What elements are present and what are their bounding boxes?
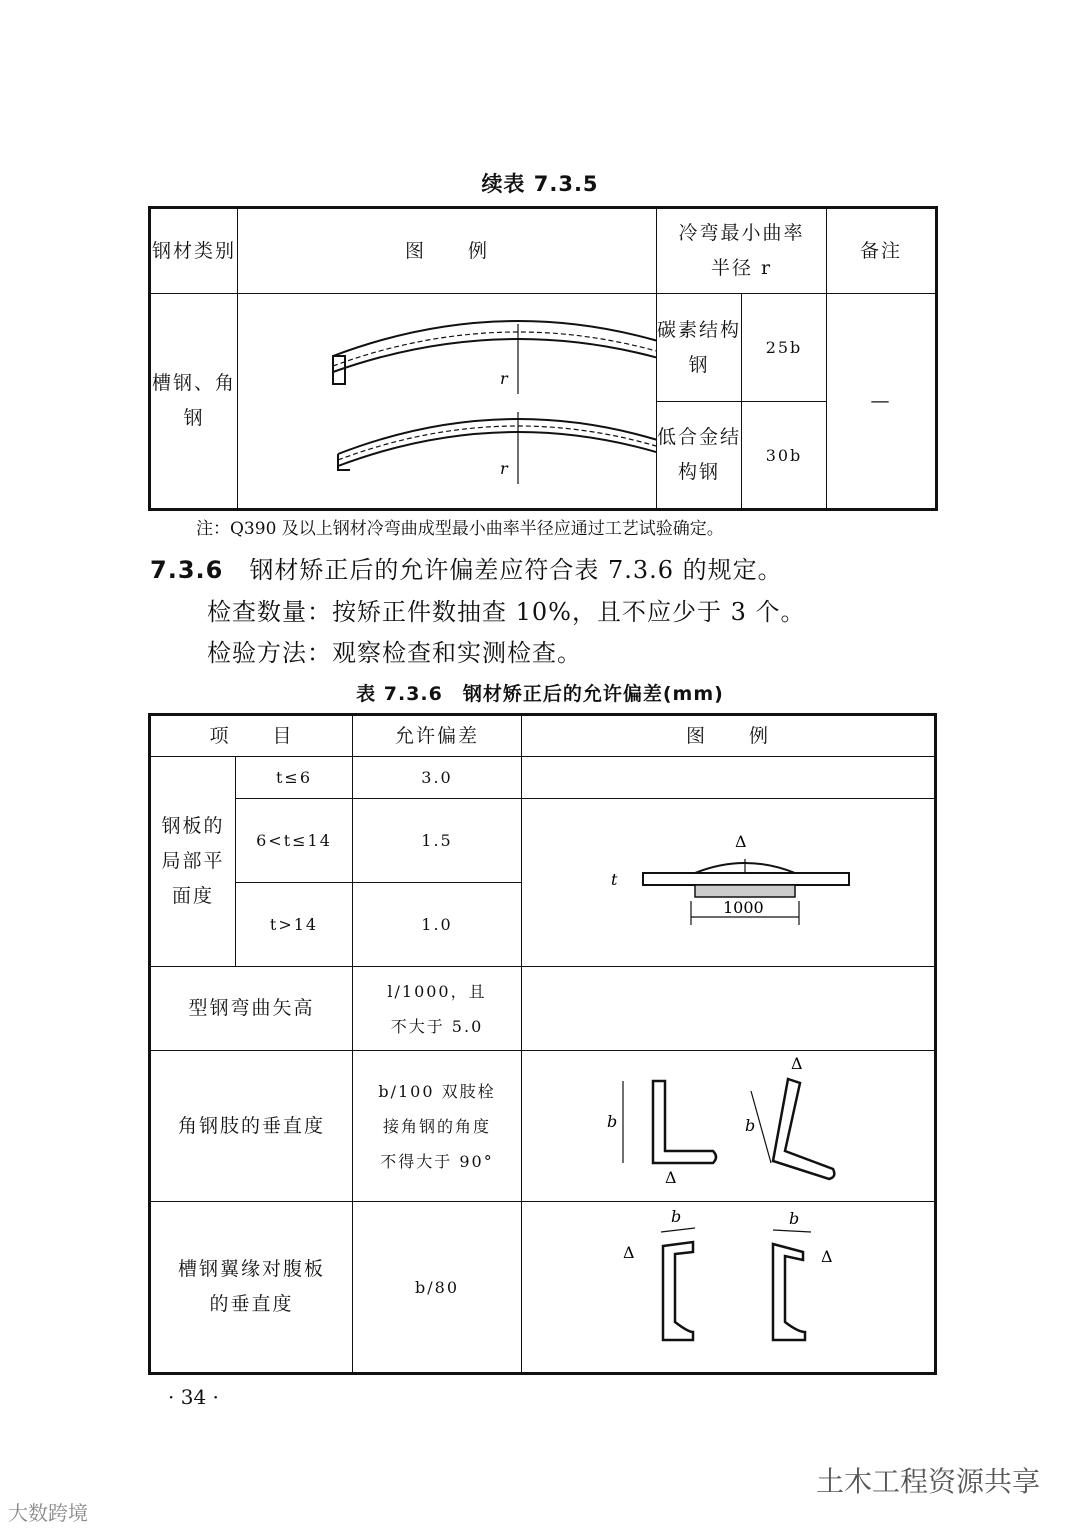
- bend-figure: [522, 967, 936, 1051]
- header-figure: 图 例: [238, 208, 657, 294]
- arc-dash-2: [338, 426, 656, 460]
- channel-figure-cell: [522, 1202, 936, 1374]
- channel-tol: b/80: [353, 1202, 522, 1374]
- section-number: 7.3.6: [150, 556, 224, 584]
- watermark: 土木工程资源共享: [815, 1465, 1040, 1498]
- angle-1-b: b: [607, 1112, 618, 1131]
- table-7-3-5: [148, 206, 938, 511]
- plate-fig-empty: [522, 757, 936, 799]
- angle-diagram: [523, 1051, 933, 1197]
- plate-cond-2: 6<t≤14: [236, 799, 353, 883]
- angle-1: [653, 1081, 716, 1163]
- sub1-label: 碳素结构钢: [657, 294, 742, 402]
- arc-inner-1: [333, 339, 656, 372]
- table1-title: 续表 7.3.5: [481, 172, 599, 196]
- channel-1-b: b: [671, 1207, 682, 1226]
- plate-cond-3: t>14: [236, 883, 353, 967]
- sub1-value: 25b: [742, 294, 827, 402]
- plate-tol-2: 1.5: [353, 799, 522, 883]
- sub2-value: 30b: [742, 402, 827, 510]
- t2-header-tol: 允许偏差: [353, 715, 522, 757]
- plate-cond-1: t≤6: [236, 757, 353, 799]
- table2-title: 表 7.3.6 钢材矫正后的允许偏差(mm): [356, 683, 724, 705]
- plate-span: 1000: [723, 897, 764, 917]
- plate-delta: Δ: [735, 831, 747, 851]
- angle-2: [773, 1079, 834, 1179]
- angle-2-b: b: [745, 1116, 756, 1135]
- header-radius: 冷弯最小曲率 半径 r: [657, 208, 827, 294]
- channel-1-delta: Δ: [623, 1243, 635, 1262]
- cold-bend-diagram: [238, 294, 656, 504]
- channel-2: [773, 1244, 805, 1340]
- table1-note: 注：Q390 及以上钢材冷弯曲成型最小曲率半径应通过工艺试验确定。: [196, 519, 724, 539]
- plate: [643, 873, 849, 885]
- plate-figure-cell: [522, 799, 936, 967]
- channel-2-b-dim: [773, 1230, 811, 1232]
- section-text: 钢材矫正后的允许偏差应符合表 7.3.6 的规定。: [249, 556, 783, 584]
- label-r-2: r: [500, 459, 508, 478]
- t2-header-figure: 图 例: [522, 715, 936, 757]
- straightedge: [695, 885, 795, 897]
- header-category: 钢材类别: [150, 208, 238, 294]
- t2-header-item: 项 目: [150, 715, 353, 757]
- table-7-3-6: [148, 713, 937, 1375]
- channel-label: 槽钢翼缘对腹板 的垂直度: [150, 1202, 353, 1374]
- header-remark: 备注: [827, 208, 937, 294]
- watermark-corner: 大数跨境: [8, 1501, 88, 1525]
- bend-tol: l/1000，且 不大于 5.0: [353, 967, 522, 1051]
- channel-diagram: [523, 1202, 933, 1368]
- angle-1-delta: Δ: [665, 1168, 677, 1187]
- bend-label: 型钢弯曲矢高: [150, 967, 353, 1051]
- plate-tol-3: 1.0: [353, 883, 522, 967]
- page-number: · 34 ·: [168, 1385, 219, 1409]
- channel-1-b-dim: [661, 1228, 695, 1232]
- check-method: 检验方法：观察检查和实测检查。: [207, 639, 582, 667]
- angle-2-delta: Δ: [791, 1054, 803, 1073]
- channel-2-b: b: [789, 1209, 800, 1228]
- plate-t: t: [611, 869, 618, 889]
- arc-dash-1: [333, 332, 656, 366]
- channel-2-delta: Δ: [821, 1247, 833, 1266]
- sub2-label: 低合金结构钢: [657, 402, 742, 510]
- plate-label: 钢板的局部平面度: [150, 757, 236, 967]
- plate-flatness-diagram: [523, 801, 933, 961]
- row-category: 槽钢、角钢: [150, 294, 238, 510]
- angle-label: 角钢肢的垂直度: [150, 1051, 353, 1202]
- section-7-3-6: [150, 550, 783, 585]
- angle-figure-cell: [522, 1051, 936, 1202]
- row-remark: —: [827, 294, 937, 510]
- label-r-1: r: [500, 369, 508, 388]
- bending-figure-cell: [238, 294, 657, 510]
- channel-1: [663, 1242, 693, 1340]
- angle-tol: b/100 双肢栓 接角钢的角度 不得大于 90°: [353, 1051, 522, 1202]
- arc-outer-2: [338, 419, 656, 454]
- check-quantity: 检查数量：按矫正件数抽查 10%，且不应少于 3 个。: [207, 598, 806, 626]
- plate-tol-1: 3.0: [353, 757, 522, 799]
